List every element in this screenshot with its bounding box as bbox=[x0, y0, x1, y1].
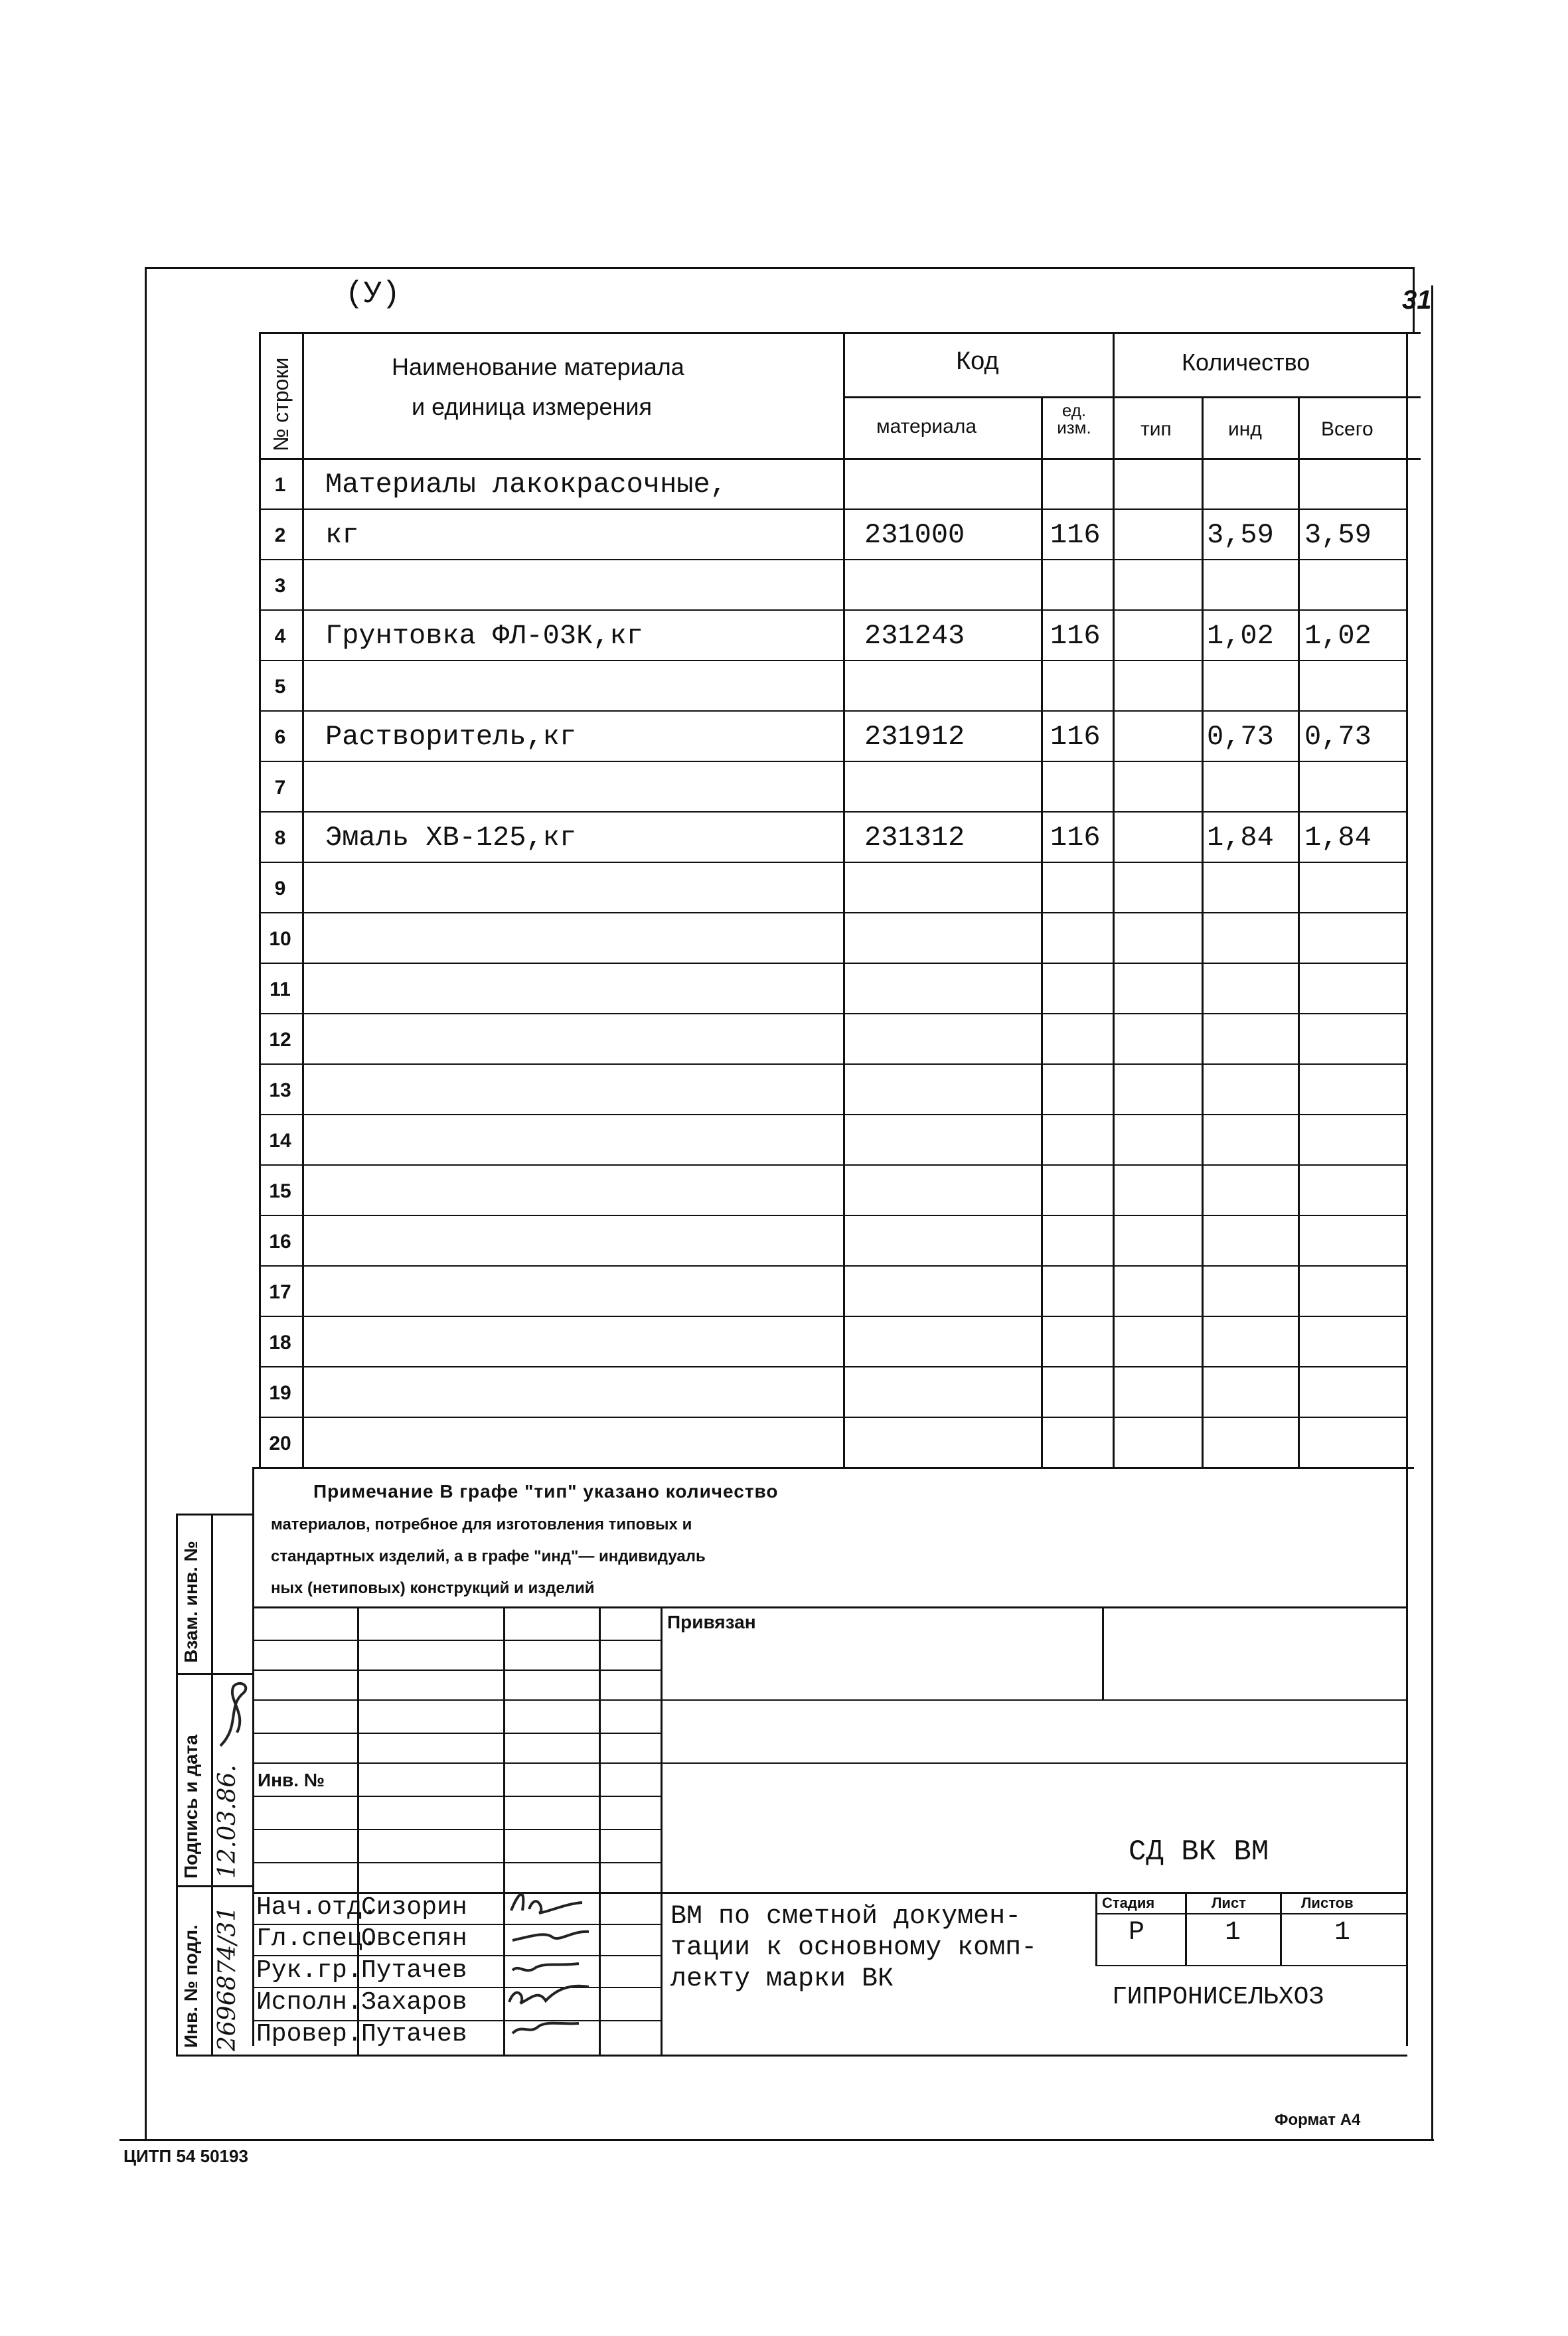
material-code: 231243 bbox=[864, 620, 965, 652]
note-line-4: ных (нетиповых) конструкций и изделий bbox=[271, 1579, 595, 1597]
stamp-right bbox=[1406, 1467, 1408, 2046]
qty-total: 3,59 bbox=[1304, 519, 1372, 551]
material-code: 231000 bbox=[864, 519, 965, 551]
table-row-line bbox=[259, 1063, 1406, 1065]
stamp-sheets: 1 bbox=[1334, 1918, 1351, 1948]
qty-ind: 3,59 bbox=[1207, 519, 1274, 551]
material-name: кг bbox=[325, 519, 359, 551]
col-line-right bbox=[1406, 332, 1408, 1467]
qty-total: 1,84 bbox=[1304, 822, 1372, 854]
table-row-line bbox=[259, 1265, 1406, 1267]
stamp-doc-code: СД ВК ВМ bbox=[1129, 1835, 1269, 1869]
row-number: 12 bbox=[269, 1029, 291, 1051]
table-row-line bbox=[259, 1417, 1406, 1418]
row-number: 3 bbox=[274, 575, 286, 597]
row-number: 13 bbox=[269, 1079, 291, 1101]
row-number: 19 bbox=[269, 1382, 291, 1404]
stamp-stage-bottom bbox=[1095, 1965, 1407, 1966]
material-name: Эмаль ХВ-125,кг bbox=[325, 822, 577, 854]
stamp-sheets-left bbox=[1280, 1892, 1282, 1965]
page-marker: (У) bbox=[345, 277, 400, 311]
table-row-line bbox=[259, 609, 1406, 611]
header-qty-ind: инд bbox=[1228, 418, 1262, 440]
stamp-org: ГИПРОНИСЕЛЬХОЗ bbox=[1112, 1983, 1324, 2011]
stamp-stage-left bbox=[1095, 1892, 1097, 1965]
stamp-row-3 bbox=[252, 1699, 1407, 1701]
col-line-code bbox=[843, 332, 845, 1467]
stamp-person-name: Овсепян bbox=[361, 1924, 467, 1953]
stamp-person-name: Сизорин bbox=[361, 1893, 467, 1922]
row-number: 10 bbox=[269, 928, 291, 950]
stamp-role: Гл.спец. bbox=[256, 1924, 378, 1953]
stamp-top bbox=[252, 1606, 1407, 1608]
row-number: 9 bbox=[274, 878, 286, 899]
side-strip-left bbox=[176, 1514, 178, 2055]
qty-ind: 1,84 bbox=[1207, 822, 1274, 854]
stamp-role: Рук.гр. bbox=[256, 1956, 362, 1985]
row-number: 16 bbox=[269, 1231, 291, 1253]
note-top bbox=[252, 1467, 1414, 1469]
col-line-qty bbox=[1113, 332, 1115, 1467]
unit-code: 116 bbox=[1050, 721, 1101, 753]
material-code: 231312 bbox=[864, 822, 965, 854]
row-number: 11 bbox=[270, 978, 291, 1000]
row-number: 20 bbox=[269, 1433, 291, 1454]
header-bottom bbox=[259, 458, 1421, 460]
table-row-line bbox=[259, 710, 1406, 712]
qty-ind: 1,02 bbox=[1207, 620, 1274, 652]
stamp-role: Провер. bbox=[256, 2020, 362, 2049]
side-strip-top bbox=[176, 1514, 252, 1516]
header-name-line2: и единица измерения bbox=[412, 393, 653, 420]
table-row-line bbox=[259, 761, 1406, 762]
row-number: 15 bbox=[269, 1180, 291, 1202]
stamp-left bbox=[252, 1467, 254, 2046]
stamp-inv-no: Инв. № bbox=[258, 1770, 325, 1790]
stamp-title-line-2: тации к основному комп- bbox=[670, 1933, 1038, 1963]
stamp-title-line-1: ВМ по сметной докумен- bbox=[670, 1902, 1022, 1932]
stamp-privyazan: Привязан bbox=[667, 1612, 756, 1632]
stamp-row-4 bbox=[252, 1733, 661, 1734]
row-number: 7 bbox=[274, 777, 286, 799]
side-label-inv-podl: Инв. № подл. bbox=[181, 1924, 201, 2048]
stamp-row-2 bbox=[252, 1670, 661, 1671]
frame-bottom bbox=[119, 2139, 1434, 2141]
col-line-unit bbox=[1041, 396, 1043, 1467]
side-strip-div2 bbox=[176, 1885, 252, 1887]
stamp-role: Нач.отд. bbox=[256, 1893, 378, 1922]
stamp-title-line-3: лекту марки ВК bbox=[670, 1964, 894, 1994]
table-row-line bbox=[259, 811, 1406, 813]
material-name: Материалы лакокрасочные, bbox=[325, 469, 727, 501]
stamp-sheet: 1 bbox=[1225, 1918, 1241, 1948]
material-name: Растворитель,кг bbox=[325, 721, 577, 753]
row-number: 18 bbox=[269, 1332, 291, 1354]
stamp-row-1 bbox=[252, 1640, 661, 1641]
table-row-line bbox=[259, 862, 1406, 863]
table-row-line bbox=[259, 1316, 1406, 1317]
table-row-line bbox=[259, 912, 1406, 913]
frame-top bbox=[145, 267, 1414, 269]
side-date-value: 12.03.86. bbox=[214, 1764, 241, 1879]
stamp-stage: Р bbox=[1129, 1918, 1145, 1948]
note-line-3: стандартных изделий, а в графе "инд"— индивидуаль bbox=[271, 1547, 706, 1565]
side-label-podpis: Подпись и дата bbox=[181, 1735, 201, 1879]
row-number: 8 bbox=[274, 827, 286, 849]
format-label: Формат А4 bbox=[1275, 2111, 1361, 2129]
qty-total: 0,73 bbox=[1304, 721, 1372, 753]
subheader-line bbox=[843, 396, 1421, 398]
table-top bbox=[259, 332, 1421, 334]
stamp-person-name: Захаров bbox=[361, 1988, 467, 2017]
header-name-line1: Наименование материала bbox=[392, 353, 684, 380]
page-number: 31 bbox=[1402, 285, 1432, 315]
stamp-row-7 bbox=[252, 1829, 661, 1830]
header-qty-type: тип bbox=[1140, 418, 1172, 440]
side-inv-podl-value: 2696874/31 bbox=[214, 1906, 241, 2051]
side-strip-mid bbox=[211, 1514, 213, 2055]
col-line-total bbox=[1298, 396, 1300, 1467]
stamp-person-name: Путачев bbox=[361, 1956, 467, 1985]
stamp-stage-label: Стадия bbox=[1102, 1895, 1155, 1911]
material-code: 231912 bbox=[864, 721, 965, 753]
stamp-col-privyazan bbox=[1102, 1606, 1104, 1699]
stamp-row-8 bbox=[252, 1862, 661, 1863]
frame-right bbox=[1431, 285, 1433, 2139]
stamp-stage-row bbox=[1095, 1913, 1407, 1914]
col-line-name bbox=[302, 332, 304, 1467]
stamp-row-6 bbox=[252, 1796, 661, 1797]
table-row-line bbox=[259, 508, 1406, 510]
table-row-line bbox=[259, 1215, 1406, 1216]
unit-code: 116 bbox=[1050, 519, 1101, 551]
unit-code: 116 bbox=[1050, 620, 1101, 652]
stamp-sheet-left bbox=[1185, 1892, 1187, 1965]
side-signature-icon bbox=[214, 1673, 252, 1752]
stamp-sheets-label: Листов bbox=[1301, 1895, 1354, 1911]
stamp-bottom bbox=[176, 2055, 1407, 2057]
stamp-row-5 bbox=[252, 1762, 1407, 1764]
signatures-icon bbox=[506, 1884, 596, 2050]
row-number: 17 bbox=[269, 1281, 291, 1303]
stamp-person-name: Путачев bbox=[361, 2020, 467, 2049]
table-row-line bbox=[259, 660, 1406, 661]
unit-code: 116 bbox=[1050, 822, 1101, 854]
note-line-2: материалов, потребное для изготовления типовых и bbox=[271, 1516, 692, 1533]
row-number: 1 bbox=[274, 474, 286, 496]
header-code-material: материала bbox=[876, 416, 977, 437]
table-row-line bbox=[259, 1366, 1406, 1367]
frame-left bbox=[145, 267, 147, 2139]
table-row-line bbox=[259, 963, 1406, 964]
row-number: 4 bbox=[274, 625, 286, 647]
footer-left: ЦИТП 54 50193 bbox=[123, 2146, 248, 2166]
qty-ind: 0,73 bbox=[1207, 721, 1274, 753]
header-code: Код bbox=[956, 347, 999, 375]
header-qty-total: Всего bbox=[1321, 418, 1373, 440]
header-code-unit: ед. изм. bbox=[1057, 400, 1091, 437]
row-number: 2 bbox=[274, 524, 286, 546]
header-rownum: № строки bbox=[269, 357, 293, 451]
table-row-line bbox=[259, 1114, 1406, 1115]
table-row-line bbox=[259, 559, 1406, 560]
stamp-sheet-label: Лист bbox=[1212, 1895, 1246, 1911]
row-number: 14 bbox=[269, 1130, 291, 1152]
material-name: Грунтовка ФЛ-03К,кг bbox=[325, 620, 643, 652]
qty-total: 1,02 bbox=[1304, 620, 1372, 652]
table-row-line bbox=[259, 1013, 1406, 1014]
col-line-ind bbox=[1202, 396, 1204, 1467]
table-row-line bbox=[259, 1164, 1406, 1166]
row-number: 6 bbox=[274, 726, 286, 748]
note-line-1: Примечание В графе "тип" указано количество bbox=[313, 1481, 779, 1502]
header-qty: Количество bbox=[1182, 349, 1310, 376]
row-number: 5 bbox=[274, 676, 286, 698]
stamp-col-4 bbox=[661, 1606, 663, 2055]
side-label-vzam: Взам. инв. № bbox=[181, 1541, 201, 1663]
stamp-role: Исполн. bbox=[256, 1988, 362, 2017]
